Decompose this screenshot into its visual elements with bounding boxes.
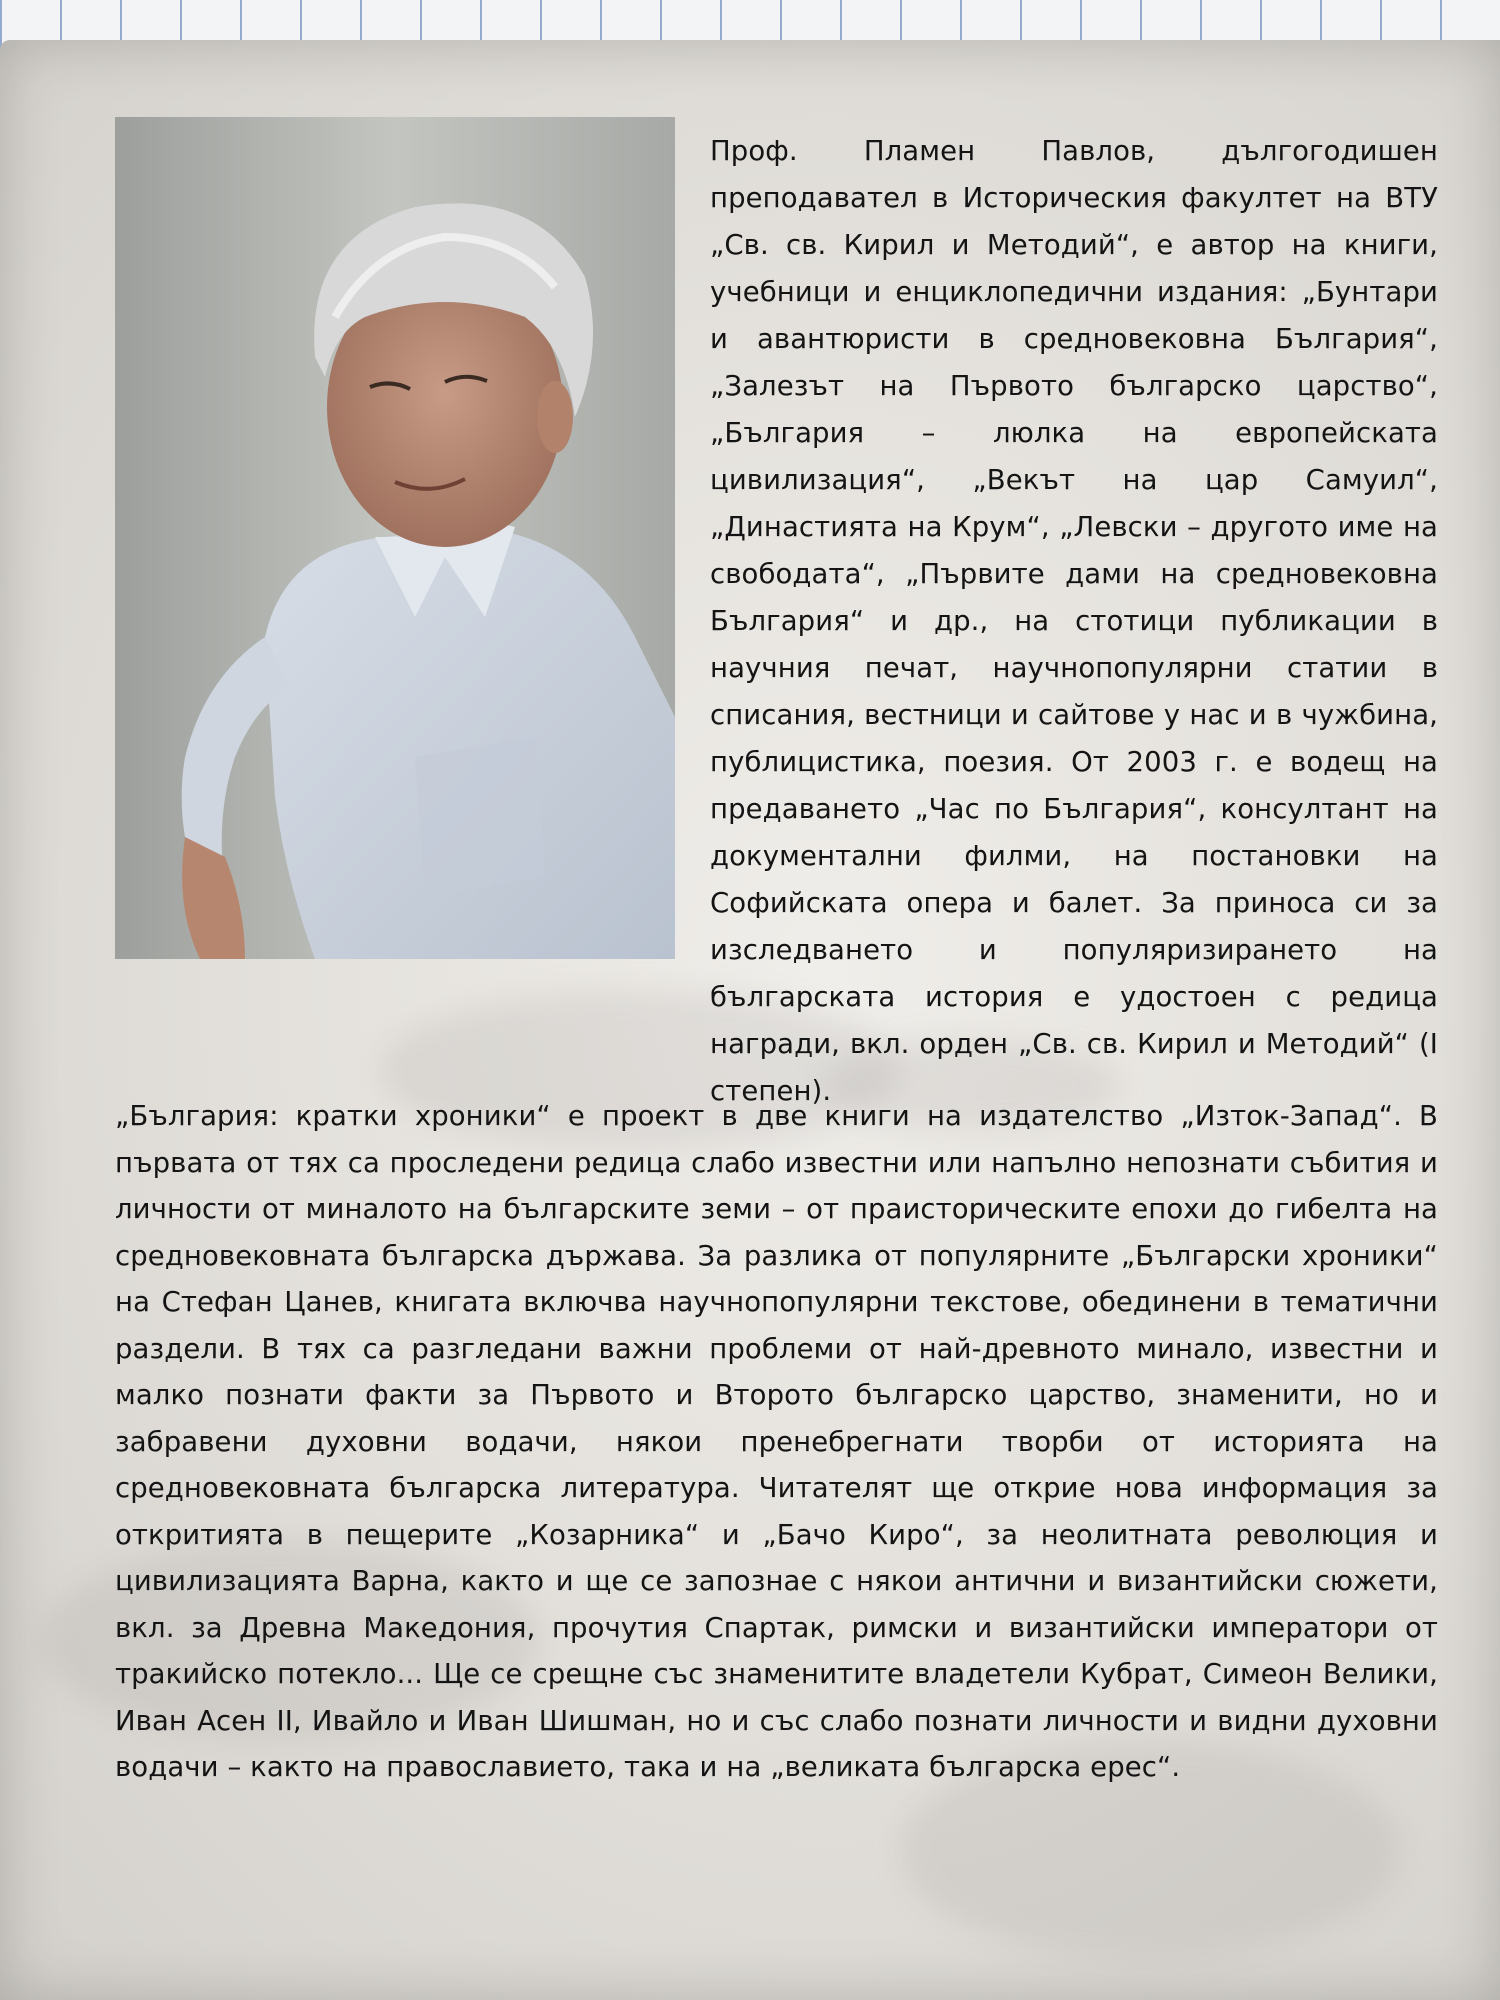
author-portrait-illustration: [115, 117, 675, 959]
author-bio-paragraph: Проф. Пламен Павлов, дългогодишен преподавател в Историческия факултет на ВТУ „Св. св. Кирил и Методий“, е автор на книги, учебници и енциклопедични издания: „Бунтари и авантюристи в средновековна България“, „Залезът на Първото българско царство“, „България – люлка на европейската цивилизация“, „Векът на цар Самуил“, „Династията на Крум“, „Левски – другото име на свободата“, „Първите дами на средновековна България“ и др., на стотици публикации в научния печат, научнопопулярни статии в списания, вестници и сайтове у нас и в чужбина, публицистика, поезия. От 2003 г. е водещ на предаването „Час по България“, консултант на документални филми, на постановки на Софийската опера и балет. За приноса си за изследването и популяризирането на българската история е удостоен с редица награди, вкл. орден „Св. св. Кирил и Методий“ (I степен).: [710, 135, 1438, 1107]
author-photo: [115, 117, 675, 959]
book-description-paragraph: „България: кратки хроники“ е проект в две книги на издателство „Изток-Запад“. В първата от тях са проследени редица слабо известни или напълно непознати събития и личности от миналото на българските земи – от праисторическите епохи до гибелта на средновековната българска държава. За разлика от популярните „Български хроники“ на Стефан Цанев, книгата включва научнопопулярни текстове, обединени в тематични раздели. В тях са разгледани важни проблеми от най-древното минало, известни и малко познати факти за Първото и Второто българско царство, знаменити, но и забравени духовни водачи, някои пренебрегнати творби от историята на средновековната българска литература. Читателят ще открие нова информация за откритията в пещерите „Козарника“ и „Бачо Киро“, за неолитната революция и цивилизацията Варна, както и ще се запознае с някои антични и византийски сюжети, вкл. за Древна Македония, прочутия Спартак, римски и византийски императори от тракийско потекло... Ще се срещне със знаменитите владетели Кубрат, Симеон Велики, Иван Асен II, Ивайло и Иван Шишман, но и със слабо познати личности и видни духовни водачи – както на православието, така и на „великата българска ерес“.: [115, 1100, 1438, 1783]
